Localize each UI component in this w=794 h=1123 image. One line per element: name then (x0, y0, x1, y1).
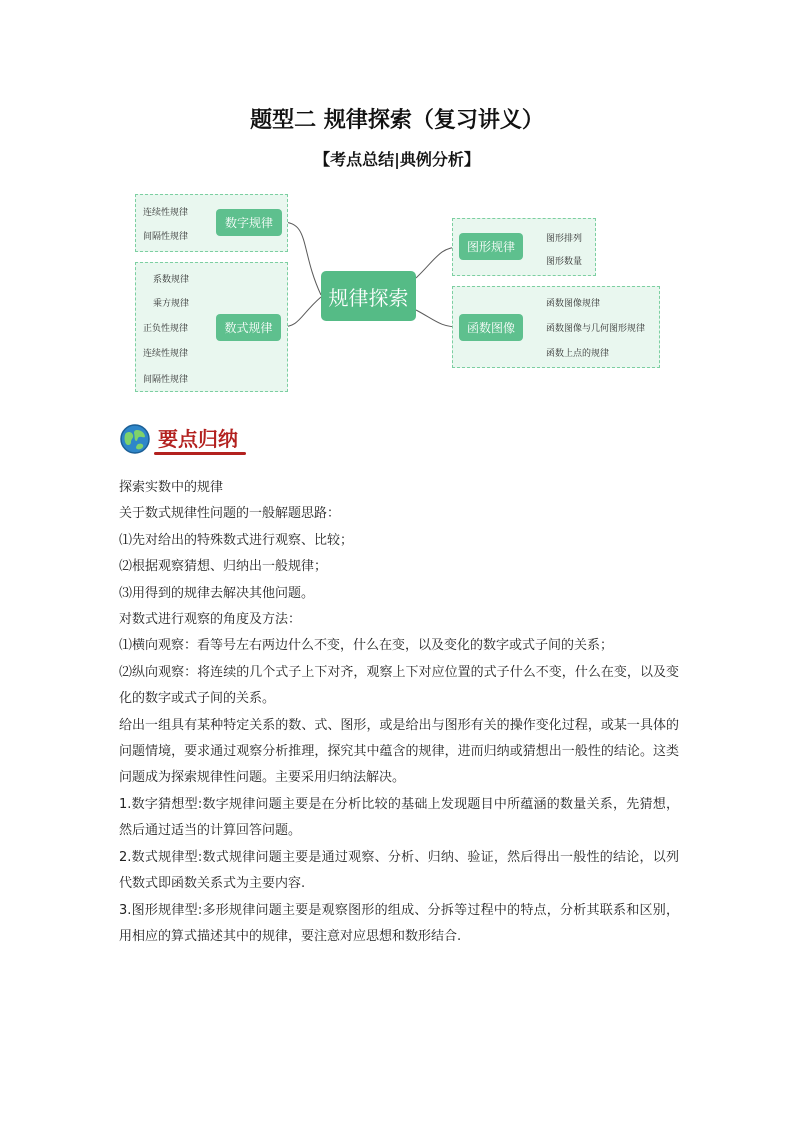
leaf-shuzi-0: 连续性规律 (143, 208, 189, 218)
paragraph: ⑵纵向观察：将连续的几个式子上下对齐，观察上下对应位置的式子什么不变，什么在变，以及变化的数字或式子间的关系。 (119, 664, 679, 707)
leaf-shushi-2: 正负性规律 (143, 324, 189, 334)
branch-node-hanshu: 函数图像 (459, 314, 523, 341)
leaf-shushi-0: 系数规律 (153, 275, 190, 285)
paragraph: 1.数字猜想型:数字规律问题主要是在分析比较的基础上发现题目中所蕴涵的数量关系，先猜想，然后通过适当的计算回答问题。 (119, 796, 679, 839)
leaf-hanshu-1: 函数图像与几何图形规律 (546, 324, 646, 334)
section-title: 要点归纳 (158, 427, 238, 451)
paragraph: 3.图形规律型:多形规律问题主要是观察图形的组成、分拆等过程中的特点，分析其联系和区别，用相应的算式描述其中的规律，要注意对应思想和数形结合. (119, 902, 679, 944)
leaf-shushi-4: 间隔性规律 (143, 375, 189, 385)
paragraph: 探索实数中的规律 (119, 480, 224, 495)
mind-map (0, 0, 794, 400)
branch-node-shushi: 数式规律 (216, 314, 281, 341)
branch-node-tuxing: 图形规律 (459, 233, 523, 260)
paragraph: ⑶用得到的规律去解决其他问题。 (119, 585, 315, 601)
leaf-tuxing-1: 图形数量 (546, 257, 583, 267)
leaf-shushi-1: 乘方规律 (153, 299, 190, 309)
paragraph: ⑴先对给出的特殊数式进行观察、比较； (119, 532, 354, 548)
mind-map-connectors (0, 0, 794, 400)
paragraph: 关于数式规律性问题的一般解题思路： (119, 506, 341, 522)
globe-icon (119, 423, 151, 455)
paragraph: ⑴横向观察：看等号左右两边什么不变，什么在变，以及变化的数字或式子间的关系； (119, 638, 614, 654)
page-subtitle: 【考点总结|典例分析】 (314, 150, 480, 169)
paragraph: ⑵根据观察猜想、归纳出一般规律； (119, 559, 328, 575)
paragraph: 给出一组具有某种特定关系的数、式、图形，或是给出与图形有关的操作变化过程，或某一具体的问题情境，要求通过观察分析推理，探究其中蕴含的规律，进而归纳或猜想出一般性的结论。这类问题成为探索规律性问题。主要采用归纳法解决。 (119, 717, 679, 786)
branch-node-shuzi: 数字规律 (216, 209, 282, 236)
paragraph: 2.数式规律型:数式规律问题主要是通过观察、分析、归纳、验证，然后得出一般性的结论，以列代数式即函数关系式为主要内容. (119, 849, 679, 892)
page-title: 题型二 规律探索（复习讲义） (250, 107, 544, 133)
mindmap-root-node: 规律探索 (321, 271, 416, 321)
leaf-hanshu-0: 函数图像规律 (546, 299, 601, 309)
leaf-shushi-3: 连续性规律 (143, 349, 189, 359)
leaf-tuxing-0: 图形排列 (546, 234, 583, 244)
leaf-shuzi-1: 间隔性规律 (143, 232, 189, 242)
paragraph: 对数式进行观察的角度及方法： (119, 612, 302, 628)
leaf-hanshu-2: 函数上点的规律 (546, 349, 610, 359)
section-underline (154, 452, 246, 455)
body-text (119, 475, 679, 950)
